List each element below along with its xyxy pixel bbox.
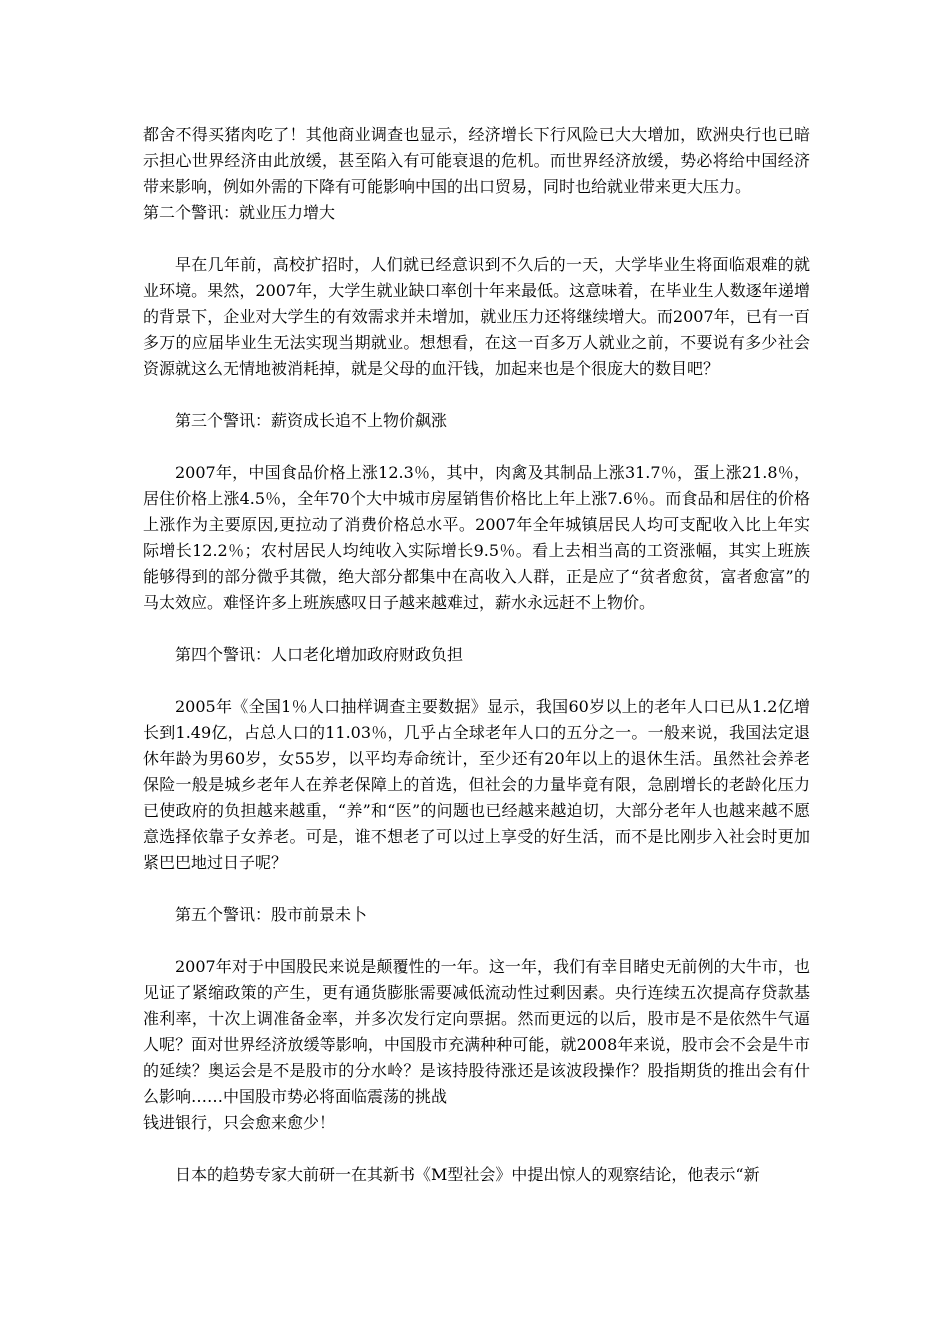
paragraph-gap — [143, 928, 810, 954]
heading-warning-4: 第四个警讯：人口老化增加政府财政负担 — [175, 645, 464, 664]
paragraph-employment: 早在几年前，高校扩招时，人们就已经意识到不久后的一天，大学毕业生将面临艰难的就业环境。果然，2007年，大学生就业缺口率创十年来最低。这意味着，在毕业生人数逐年递增的背景下，企业对大学生的有效需求并未增加，就业压力还将继续增大。而2007年，已有一百多万的应届毕业生无法实现当期就业。想想看，在这一百多万人就业之前，不要说有多少社会资源就这么无情地被消耗掉，就是父母的血汗钱，加起来也是个很庞大的数目吧？ — [143, 255, 810, 378]
heading-warning-5: 第五个警讯：股市前景未卜 — [175, 905, 368, 924]
paragraph-gap — [143, 382, 810, 408]
paragraph-m-society: 日本的趋势专家大前研一在其新书《M型社会》中提出惊人的观察结论，他表示“新 — [175, 1165, 760, 1184]
document-body — [143, 122, 810, 1188]
paragraph-gap — [143, 434, 810, 460]
paragraph-stock-market: 2007年对于中国股民来说是颠覆性的一年。这一年，我们有幸目睹史无前例的大牛市，也见证了紧缩政策的产生，更有通货膨胀需要减低流动性过剩因素。央行连续五次提高存贷款基准利率，十次上调准备金率，并多次发行定向票据。然而更远的以后，股市是不是依然牛气逼人呢？面对世界经济放缓等影响，中国股市充满种种可能，就2008年来说，股市会不会是牛市的延续？奥运会是不是股市的分水岭？是该持股待涨还是该波段操作？股指期货的推出会有什么影响……中国股市势必将面临震荡的挑战 — [143, 957, 810, 1106]
paragraph-gap — [143, 616, 810, 642]
paragraph-gap — [143, 876, 810, 902]
paragraph-gap — [143, 1136, 810, 1162]
paragraph-gap — [143, 226, 810, 252]
paragraph-gap — [143, 668, 810, 694]
paragraph-prices: 2007年，中国食品价格上涨12.3％，其中，肉禽及其制品上涨31.7％，蛋上涨21.8％，居住价格上涨4.5％，全年70个大中城市房屋销售价格比上年上涨7.6％。而食品和居住的价格上涨作为主要原因,更拉动了消费价格总水平。2007年全年城镇居民人均可支配收入比上年实际增长12.2％；农村居民人均纯收入实际增长9.5％。看上去相当高的工资涨幅，其实上班族能够得到的部分微乎其微，绝大部分都集中在高收入人群，正是应了“贫者愈贫，富者愈富”的马太效应。难怪许多上班族感叹日子越来越难过，薪水永远赶不上物价。 — [143, 463, 810, 612]
heading-warning-3: 第三个警讯：薪资成长追不上物价飙涨 — [175, 411, 448, 430]
paragraph-bank-savings: 钱进银行，只会愈来愈少！ — [143, 1113, 336, 1132]
heading-warning-2: 第二个警讯：就业压力增大 — [143, 203, 336, 222]
paragraph-world-economy: 都舍不得买猪肉吃了！其他商业调查也显示，经济增长下行风险已大大增加，欧洲央行也已暗示担心世界经济由此放缓，甚至陷入有可能衰退的危机。而世界经济放缓，势必将给中国经济带来影响，例如外需的下降有可能影响中国的出口贸易，同时也给就业带来更大压力。 — [143, 125, 810, 196]
paragraph-aging: 2005年《全国1％人口抽样调查主要数据》显示，我国60岁以上的老年人口已从1.2亿增长到1.49亿，占总人口的11.03％，几乎占全球老年人口的五分之一。一般来说，我国法定退休年龄为男60岁，女55岁，以平均寿命统计，至少还有20年以上的退休生活。虽然社会养老保险一般是城乡老年人在养老保障上的首选，但社会的力量毕竟有限，急剧增长的老龄化压力已使政府的负担越来越重，“养”和“医”的问题也已经越来越迫切，大部分老年人也越来越不愿意选择依靠子女养老。可是，谁不想老了可以过上享受的好生活，而不是比刚步入社会时更加紧巴巴地过日子呢？ — [143, 697, 810, 872]
